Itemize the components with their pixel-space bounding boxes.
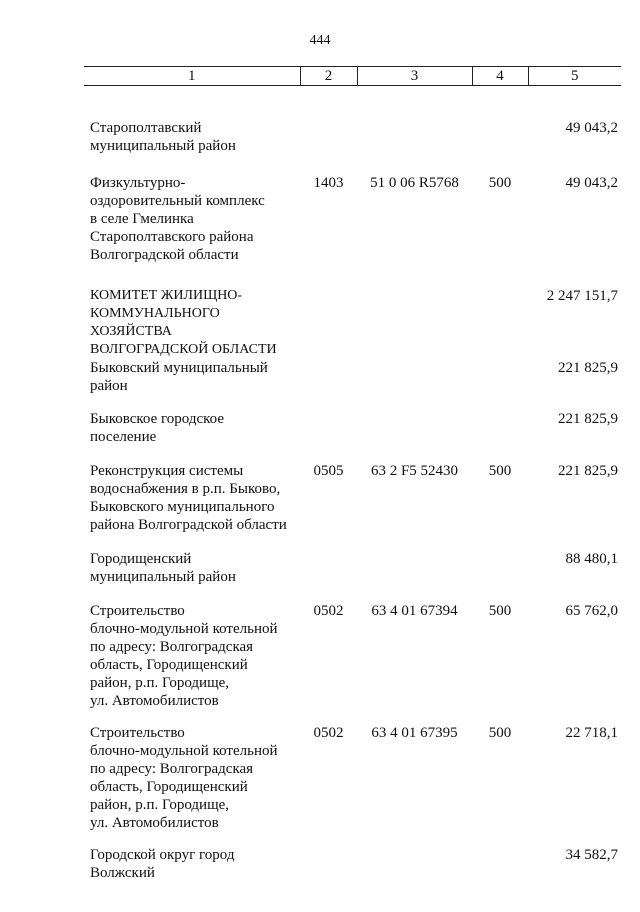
- page-number: 444: [309, 33, 331, 48]
- table-row: [84, 550, 621, 602]
- row-name: Строительство блочно-модульной котельной по адресу: Волгоградская область, Городищенский район, р.п. Городище, ул. Автомобилистов: [90, 602, 278, 709]
- table-row: [84, 86, 621, 174]
- row-name: Городской округ город Волжский: [90, 846, 235, 881]
- row-amount: 221 825,9: [558, 359, 618, 376]
- table-row: [84, 359, 621, 410]
- row-target: [357, 86, 472, 174]
- row-type: [472, 410, 528, 462]
- row-type: [472, 359, 528, 410]
- row-target: 63 4 01 67395: [371, 724, 458, 741]
- row-target: [357, 550, 472, 602]
- row-amount: 49 043,2: [565, 174, 618, 191]
- row-type: [472, 846, 528, 886]
- row-amount: 221 825,9: [558, 462, 618, 479]
- table-header: [84, 67, 621, 86]
- row-target: [357, 359, 472, 410]
- row-target: 51 0 06 R5768: [370, 174, 459, 191]
- row-amount: 22 718,1: [565, 724, 618, 741]
- table-row: [84, 462, 621, 550]
- row-name: Старополтавский муниципальный район: [90, 120, 236, 154]
- row-section: [300, 359, 357, 410]
- table-body: [84, 86, 621, 886]
- row-section: [300, 550, 357, 602]
- row-type: 500: [488, 724, 512, 741]
- table-row: [84, 174, 621, 287]
- row-section: [300, 846, 357, 886]
- row-section: [300, 410, 357, 462]
- row-name: Строительство блочно-модульной котельной по адресу: Волгоградская область, Городищенский район, р.п. Городище, ул. Автомобилистов: [90, 724, 278, 831]
- row-name: Быковское городское поселение: [90, 410, 224, 445]
- row-amount: 88 480,1: [565, 550, 618, 567]
- row-type: [472, 550, 528, 602]
- header-col-5: 5: [528, 67, 621, 86]
- row-target: [357, 410, 472, 462]
- row-type: [472, 86, 528, 174]
- row-section: [300, 86, 357, 174]
- row-amount: 221 825,9: [558, 410, 618, 427]
- row-name: Физкультурно- оздоровительный комплекс в селе Гмелинка Старополтавского района Волгоградской области: [90, 174, 265, 263]
- header-col-1: 1: [84, 67, 300, 86]
- table-row: [84, 410, 621, 462]
- row-name: Городищенский муниципальный район: [90, 550, 236, 585]
- row-target: [357, 287, 472, 359]
- row-amount: 2 247 151,7: [546, 287, 618, 304]
- row-type: 500: [488, 462, 512, 479]
- row-target: 63 2 F5 52430: [370, 462, 459, 479]
- row-section: 0505: [313, 462, 344, 479]
- row-section: 1403: [313, 174, 344, 191]
- header-col-2: 2: [300, 67, 357, 86]
- row-amount: 34 582,7: [565, 846, 618, 863]
- row-section: 0502: [313, 602, 344, 619]
- table-row: [84, 846, 621, 886]
- row-name: Быковский муниципальный район: [90, 359, 268, 394]
- table-row: [84, 724, 621, 846]
- header-col-4: 4: [472, 67, 528, 86]
- row-name: КОМИТЕТ ЖИЛИЩНО- КОММУНАЛЬНОГО ХОЗЯЙСТВА ВОЛГОГРАДСКОЙ ОБЛАСТИ: [90, 287, 277, 357]
- row-amount: 65 762,0: [565, 602, 618, 619]
- table-row: [84, 602, 621, 724]
- row-target: [357, 846, 472, 886]
- row-section: 0502: [313, 724, 344, 741]
- header-row: [84, 67, 621, 86]
- row-amount: 49 043,2: [565, 120, 618, 136]
- header-col-3: 3: [357, 67, 472, 86]
- row-name: Реконструкция системы водоснабжения в р.п. Быково, Быковского муниципального района Волгоградской области: [90, 462, 287, 533]
- row-section: [300, 287, 357, 359]
- row-target: 63 4 01 67394: [371, 602, 458, 619]
- budget-table: [84, 66, 621, 886]
- table-row: [84, 287, 621, 359]
- row-type: [472, 287, 528, 359]
- row-type: 500: [488, 174, 512, 191]
- row-type: 500: [488, 602, 512, 619]
